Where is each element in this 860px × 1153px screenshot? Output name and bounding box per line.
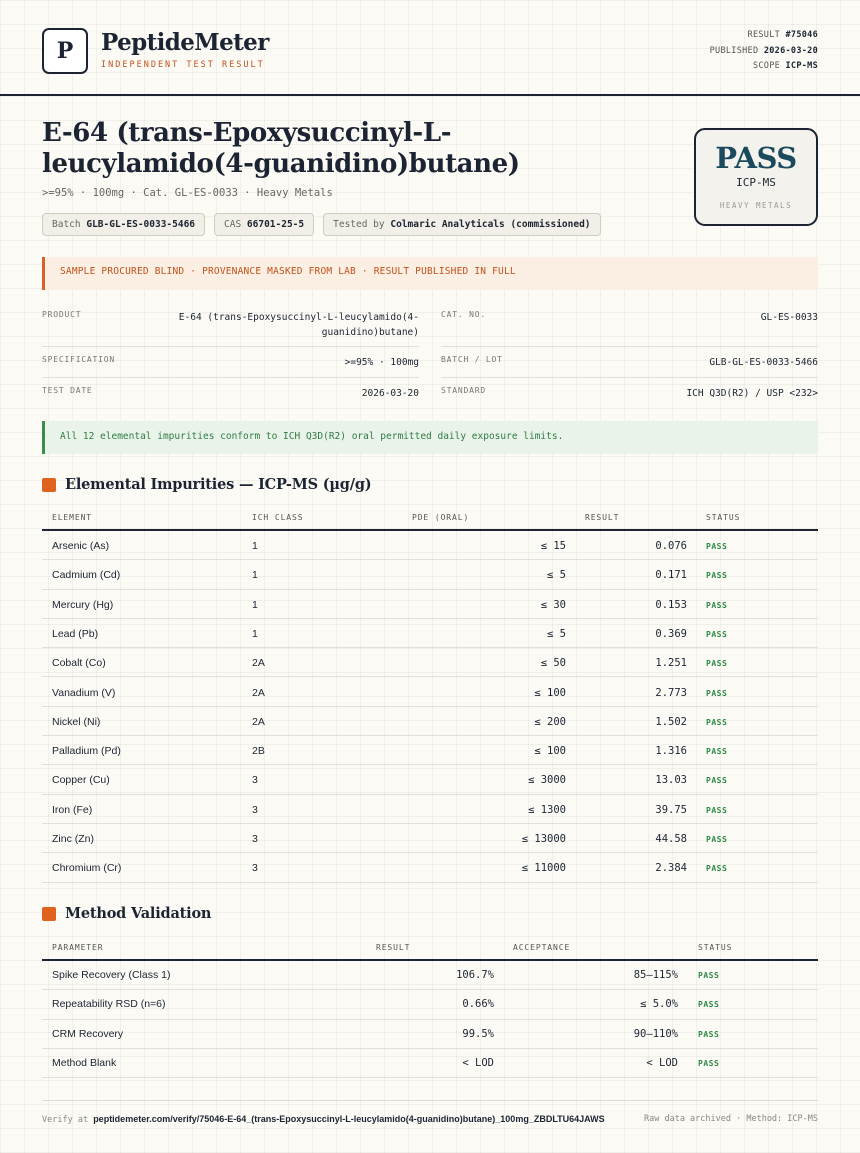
table-row [42,707,818,736]
parameter-name: Repeatability RSD (n=6) [52,998,166,1011]
result-value: 0.171 [655,569,687,582]
chip-label: Batch [52,219,81,230]
table-row [42,648,818,677]
col-header-parameter: PARAMETER [52,943,104,952]
ich-class: 1 [252,540,258,552]
element-name: Palladium (Pd) [52,745,121,758]
tested-by-chip [323,213,600,236]
pde-limit: ≤ 3000 [528,774,566,787]
scope-value: ICP-MS [785,61,818,71]
published-label: PUBLISHED [709,45,759,56]
pass-badge [694,128,818,226]
col-header-pde: PDE (ORAL) [412,513,470,522]
status-badge: PASS [698,1000,720,1010]
result-id: #75046 [785,30,818,40]
header-divider [0,94,860,96]
element-name: Lead (Pb) [52,627,99,640]
info-product [42,310,419,340]
product-title: E-64 (trans-Epoxysuccinyl-L-leucylamido(4-guanidino)butane) [42,118,520,179]
status-badge: PASS [706,776,728,786]
info-value: GLB-GL-ES-0033-5466 [709,357,818,368]
badge-scope: HEAVY METALS [719,201,793,210]
table-row [42,619,818,648]
product-chips [42,213,601,236]
ich-class: 2A [252,657,265,670]
result-value: 1.502 [655,715,687,728]
pde-limit: ≤ 13000 [521,833,566,845]
pde-limit: ≤ 5 [547,627,566,640]
status-badge: PASS [698,971,720,980]
status-badge: PASS [706,571,728,581]
cas-chip [214,213,314,236]
result-value: 13.03 [655,774,687,787]
brand-tagline: INDEPENDENT TEST RESULT [101,60,265,70]
table-row [42,1020,818,1049]
element-name: Zinc (Zn) [52,833,94,845]
element-name: Chromium (Cr) [52,862,122,875]
chip-value: Colmaric Analyticals (commissioned) [390,219,591,230]
result-value: 2.384 [655,862,687,875]
pde-limit: ≤ 100 [534,686,566,699]
brand-name[interactable]: PeptideMeter [101,29,269,56]
ich-class: 1 [252,598,258,611]
info-label: CAT. NO. [441,310,486,319]
pde-limit: ≤ 5 [547,569,566,582]
info-value: ICH Q3D(R2) / USP <232> [686,388,818,399]
badge-method: ICP-MS [736,176,776,189]
info-label: PRODUCT [42,310,82,319]
status-badge: PASS [706,835,728,844]
status-badge: PASS [706,659,728,669]
chip-label: CAS [224,219,242,230]
ich-class: 2A [252,686,265,699]
divider [441,346,818,347]
parameter-name: Method Blank [52,1056,117,1069]
pde-limit: ≤ 1300 [528,803,566,816]
info-label: SPECIFICATION [42,355,116,364]
status-badge: PASS [706,747,728,757]
result-value: 1.251 [655,657,687,670]
result-label: RESULT [747,30,781,40]
pde-limit: ≤ 50 [540,657,566,670]
info-label: TEST DATE [42,386,93,395]
chip-label: Tested by [333,219,385,230]
info-label: STANDARD [441,386,486,395]
procurement-notice: SAMPLE PROCURED BLIND · PROVENANCE MASKED FROM LAB · RESULT PUBLISHED IN FULL [42,257,818,290]
info-catno [441,310,818,330]
divider [42,346,419,347]
ich-class: 3 [252,833,258,845]
section-marker [42,478,56,492]
table-row [42,990,818,1019]
col-header-class: ICH CLASS [252,513,304,522]
result-value: 0.076 [655,540,687,552]
info-label: BATCH / LOT [441,355,503,364]
published-date: 2026-03-20 [763,45,818,56]
info-spec [42,355,419,375]
ich-class: 3 [252,862,258,875]
table-row [42,736,818,765]
table-row [42,853,818,882]
pde-limit: ≤ 11000 [521,862,566,875]
element-name: Iron (Fe) [52,803,93,816]
status-badge: PASS [706,717,728,727]
verify-prefix: Verify at [42,1115,89,1125]
scope-label: SCOPE [752,61,781,71]
footer-note: Raw data archived · Method: ICP-MS [644,1114,818,1124]
table-row [42,824,818,853]
table-row [42,1049,818,1078]
result-value: 44.58 [655,833,687,845]
status-badge: PASS [706,805,728,815]
info-value: >=95% · 100mg [344,357,419,368]
ich-class: 2B [252,745,265,758]
info-batch [441,355,818,375]
parameter-name: Spike Recovery (Class 1) [52,969,171,981]
ich-class: 1 [252,627,258,640]
status-badge: PASS [706,864,728,874]
acceptance-value: ≤ 5.0% [640,998,678,1011]
parameter-name: CRM Recovery [52,1027,124,1040]
result-value: 0.153 [655,598,687,611]
table-row [42,531,818,560]
col-header-result: RESULT [376,943,411,952]
element-name: Cadmium (Cd) [52,569,121,582]
col-header-element: ELEMENT [52,513,93,522]
info-value: GL-ES-0033 [760,312,818,323]
divider [42,377,419,378]
element-name: Arsenic (As) [52,540,110,552]
section-title: Method Validation [65,905,212,922]
pde-limit: ≤ 100 [534,745,566,758]
validation-section-header [42,905,211,922]
brand-logo[interactable]: P [42,28,88,74]
table-row [42,765,818,794]
col-header-status: STATUS [698,943,733,952]
col-header-status: STATUS [706,513,741,522]
info-date [42,386,419,406]
table-row [42,560,818,589]
ich-class: 3 [252,803,258,816]
result-value: 0.369 [655,627,687,640]
status-badge: PASS [706,688,728,698]
status-badge: PASS [706,600,728,610]
table-row [42,961,818,990]
footer-divider [42,1100,818,1101]
col-header-acceptance: ACCEPTANCE [513,943,571,952]
result-value: 1.316 [655,745,687,758]
report-footer [42,1114,818,1125]
acceptance-value: < LOD [646,1056,678,1069]
result-value: 2.773 [655,686,687,699]
chip-value: 66701-25-5 [246,219,305,230]
info-value: 2026-03-20 [361,388,419,399]
pde-limit: ≤ 200 [534,715,566,728]
col-header-result: RESULT [585,513,620,522]
impurities-section-header [42,476,371,493]
ich-class: 1 [252,569,258,582]
result-value: < LOD [462,1056,494,1069]
conformance-banner: All 12 elemental impurities conform to ICH Q3D(R2) oral permitted daily exposure limits. [42,421,818,454]
verify-link[interactable]: peptidemeter.com/verify/75046-E-64_(trans-Epoxysuccinyl-L-leucylamido(4-guanidino)butane)_100mg_ZBDLTU64JAWS [93,1114,605,1124]
element-name: Mercury (Hg) [52,598,114,611]
table-row [42,795,818,824]
acceptance-value: 90–110% [633,1027,678,1040]
element-name: Nickel (Ni) [52,715,101,728]
divider [441,377,818,378]
ich-class: 2A [252,715,265,728]
status-badge: PASS [698,1029,720,1039]
status-badge: PASS [706,629,728,639]
batch-chip [42,213,205,236]
status-badge: PASS [698,1058,720,1068]
chip-value: GLB-GL-ES-0033-5466 [86,219,196,230]
element-name: Cobalt (Co) [52,657,106,670]
table-row [42,590,818,619]
acceptance-value: 85–115% [633,969,678,981]
badge-result: PASS [715,141,797,175]
pde-limit: ≤ 30 [540,598,566,611]
table-row [42,678,818,707]
result-value: 0.66% [462,998,494,1011]
section-marker [42,907,56,921]
info-value: E-64 (trans-Epoxysuccinyl-L-leucylamido(4-guanidino)butane) [178,312,419,338]
status-badge: PASS [706,542,728,551]
result-value: 39.75 [655,803,687,816]
result-value: 99.5% [462,1027,494,1040]
product-subtitle: >=95% · 100mg · Cat. GL-ES-0033 · Heavy Metals [42,187,333,199]
pde-limit: ≤ 15 [540,540,566,552]
report-meta [710,28,818,75]
element-name: Vanadium (V) [52,686,116,699]
result-value: 106.7% [456,969,494,981]
ich-class: 3 [252,774,258,787]
report-header [42,28,818,78]
section-title: Elemental Impurities — ICP-MS (µg/g) [65,476,372,493]
info-standard [441,386,818,406]
element-name: Copper (Cu) [52,774,110,787]
